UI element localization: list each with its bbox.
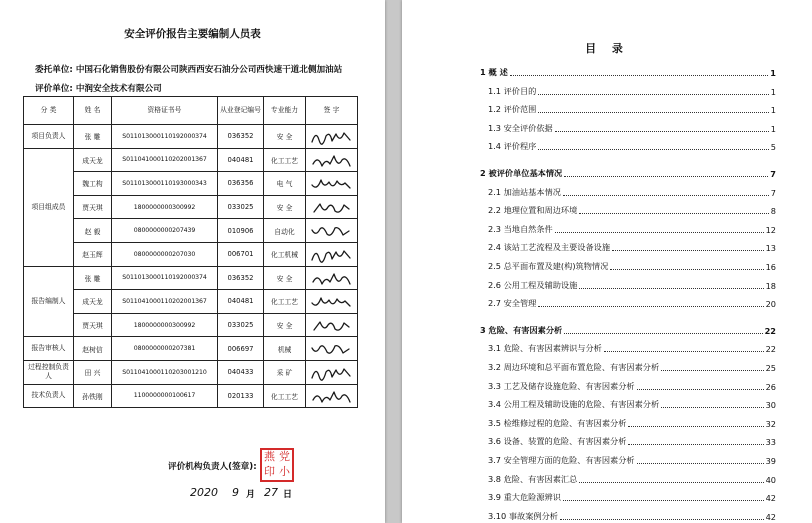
client-value: 中国石化销售股份有限公司陕西西安石油分公司西快速干道北侧加油站	[75, 65, 343, 75]
reg-cell: 036352	[218, 266, 264, 290]
toc-leader-dots	[538, 306, 763, 307]
toc-entry[interactable]	[480, 504, 776, 522]
cert-cell: 1100000000100617	[112, 384, 218, 408]
category-cell: 项目负责人	[24, 125, 74, 149]
toc-entry-text: 3 危险、有害因素分析	[480, 324, 563, 335]
toc-page-number: 33	[765, 437, 776, 448]
toc-leader-dots	[555, 232, 764, 233]
signature-stroke	[314, 204, 349, 212]
name-cell: 成天龙	[74, 148, 112, 172]
table-row	[24, 266, 358, 290]
toc-entry[interactable]	[480, 235, 776, 253]
signature-stroke	[312, 180, 350, 188]
toc-entry-text: 2.1 加油站基本情况	[488, 186, 561, 197]
category-cell: 过程控制负责人	[24, 360, 74, 384]
toc-entry[interactable]	[480, 429, 776, 447]
signature-cell	[306, 360, 358, 384]
toc-page-number: 20	[765, 299, 776, 310]
cert-cell: 0800000000207030	[112, 242, 218, 266]
client-label: 委托单位:	[35, 65, 73, 75]
toc-page-number: 39	[765, 456, 776, 466]
category-cell: 报告编制人	[24, 266, 74, 337]
toc-entry-text: 3.5 检维修过程的危险、有害因素分析	[488, 417, 627, 428]
toc-entry[interactable]	[480, 198, 776, 216]
toc-entry-text: 1.1 评价目的	[488, 85, 537, 96]
toc-leader-dots	[538, 94, 768, 95]
header-category: 分 类	[24, 97, 74, 125]
signature-stroke	[312, 346, 349, 354]
header-name: 姓 名	[74, 97, 112, 125]
header-signature: 签 字	[306, 97, 358, 125]
toc-page-number: 18	[765, 280, 776, 291]
name-cell: 贾天琪	[74, 313, 112, 337]
toc-entry[interactable]	[480, 392, 776, 410]
handwritten-signature	[310, 222, 352, 240]
skill-cell: 电 气	[264, 172, 306, 196]
toc-entry[interactable]	[480, 116, 776, 134]
toc-leader-dots	[604, 351, 764, 352]
toc-page-number: 22	[764, 325, 776, 336]
table-row	[24, 360, 358, 384]
toc-leader-dots	[564, 176, 768, 177]
toc-leader-dots	[637, 389, 764, 390]
table-row	[24, 313, 358, 337]
header-reg: 从业登记编号	[218, 97, 264, 125]
signature-cell	[306, 313, 358, 337]
toc-entry-text: 1.2 评价范围	[488, 104, 537, 115]
handwritten-signature	[310, 293, 352, 311]
responsible-label: 评价机构负责人(签章):	[168, 462, 257, 472]
toc-page-number: 25	[765, 363, 776, 373]
toc-entry-text: 2.4 该站工艺流程及主要设备设施	[488, 242, 611, 253]
table-row	[24, 384, 358, 408]
handwritten-signature	[310, 246, 352, 264]
table-of-contents-page	[402, 0, 812, 523]
toc-leader-dots	[560, 519, 764, 520]
toc-entry[interactable]	[480, 448, 776, 466]
signature-cell	[306, 384, 358, 408]
cert-cell: S011013000110193000343	[112, 172, 218, 196]
skill-cell: 化工机械	[264, 242, 306, 266]
toc-leader-dots	[579, 482, 763, 483]
skill-cell: 自动化	[264, 219, 306, 243]
skill-cell: 采 矿	[264, 360, 306, 384]
toc-entry[interactable]	[480, 411, 776, 429]
toc-entry[interactable]	[480, 291, 776, 309]
reg-cell: 040481	[218, 290, 264, 314]
skill-cell: 安 全	[264, 266, 306, 290]
name-cell: 赵树信	[74, 337, 112, 361]
toc-entry-text: 2 被评价单位基本情况	[480, 168, 563, 178]
name-cell: 张 雕	[74, 266, 112, 290]
toc-leader-dots	[510, 75, 769, 76]
toc-page-number: 1	[770, 105, 776, 116]
name-cell: 赵玉辉	[74, 242, 112, 266]
skill-cell: 安 全	[264, 195, 306, 219]
reg-cell: 006701	[218, 242, 264, 266]
signature-stroke	[314, 322, 349, 330]
reg-cell: 020133	[218, 384, 264, 408]
name-cell: 田 兴	[74, 360, 112, 384]
toc-leader-dots	[628, 444, 763, 445]
toc-page-number: 32	[765, 418, 776, 429]
toc-entry[interactable]	[480, 374, 776, 392]
red-seal-stamp	[260, 448, 294, 482]
toc-page-number: 22	[765, 344, 776, 355]
toc-entry-text: 2.6 公用工程及辅助设施	[488, 279, 578, 290]
cert-cell: 0800000000207439	[112, 219, 218, 243]
toc-page-number: 30	[765, 400, 776, 411]
toc-leader-dots	[538, 149, 768, 150]
signature-cell	[306, 266, 358, 290]
handwritten-signature	[310, 317, 352, 335]
cert-cell: S011041000110202001367	[112, 148, 218, 172]
signature-cell	[306, 195, 358, 219]
signature-cell	[306, 172, 358, 196]
toc-entry[interactable]	[480, 79, 776, 97]
table-row	[24, 148, 358, 172]
toc-entry[interactable]	[480, 97, 776, 115]
skill-cell: 机械	[264, 337, 306, 361]
cert-cell: S011041000110203001210	[112, 360, 218, 384]
toc-page-number: 13	[765, 243, 776, 254]
toc-page-number: 26	[765, 381, 776, 392]
skill-cell: 化工工艺	[264, 148, 306, 172]
toc-entry[interactable]	[480, 254, 776, 272]
date-month-unit: 月	[246, 490, 256, 500]
toc-page-number: 8	[770, 206, 776, 217]
handwritten-signature	[310, 340, 352, 358]
skill-cell: 安 全	[264, 313, 306, 337]
signature-stroke	[313, 392, 350, 402]
category-cell: 技术负责人	[24, 384, 74, 408]
toc-leader-dots	[563, 500, 764, 501]
handwritten-signature	[310, 152, 352, 170]
signature-cell	[306, 242, 358, 266]
toc-leader-dots	[612, 250, 764, 251]
toc-entry[interactable]	[480, 485, 776, 503]
toc-entry-text: 3.9 重大危险源辨识	[488, 492, 561, 503]
cert-cell: S011013000110192000374	[112, 266, 218, 290]
reg-cell: 006697	[218, 337, 264, 361]
table-row	[24, 290, 358, 314]
category-cell: 报告审核人	[24, 337, 74, 361]
toc-leader-dots	[610, 269, 763, 270]
toc-entry-text: 3.1 危险、有害因素辨识与分析	[488, 343, 602, 354]
toc-entry[interactable]	[480, 273, 776, 291]
toc-page-number: 5	[770, 142, 776, 153]
toc-entry[interactable]	[480, 180, 776, 198]
signature-cell	[306, 219, 358, 243]
toc-entry-text: 2.7 安全管理	[488, 298, 537, 309]
toc-leader-dots	[538, 112, 768, 113]
evaluator-line	[35, 82, 162, 94]
toc-page-number: 16	[765, 262, 776, 272]
seal-char: 党	[279, 450, 290, 463]
table-row	[24, 242, 358, 266]
table-row	[24, 125, 358, 149]
seal-char: 燕	[264, 450, 275, 463]
toc-leader-dots	[579, 213, 768, 214]
name-cell: 贾天琪	[74, 195, 112, 219]
handwritten-signature	[310, 175, 352, 193]
signature-stroke	[312, 298, 350, 306]
header-cert: 资格证书号	[112, 97, 218, 125]
name-cell: 成天龙	[74, 290, 112, 314]
toc-title: 目 录	[585, 42, 629, 55]
toc-entry-text: 3.2 周边环境和总平面布置危险、有害因素分析	[488, 362, 660, 372]
date-month: 9	[232, 486, 239, 499]
toc-page-number: 7	[770, 169, 776, 179]
table-row	[24, 219, 358, 243]
category-cell: 项目组成员	[24, 148, 74, 266]
toc-entry-text: 2.5 总平面布置及建(构)筑物情况	[488, 261, 609, 271]
staff-table-body	[24, 125, 358, 408]
name-cell: 孙铁刚	[74, 384, 112, 408]
toc-entry-text: 3.8 危险、有害因素汇总	[488, 473, 578, 484]
name-cell: 魏工构	[74, 172, 112, 196]
cert-cell: S011041000110202001367	[112, 290, 218, 314]
toc-entry-text: 3.4 公用工程及辅助设施的危险、有害因素分析	[488, 399, 660, 410]
evaluator-label: 评价单位:	[35, 84, 73, 94]
reg-cell: 036352	[218, 125, 264, 149]
handwritten-signature	[310, 388, 352, 406]
toc-page-number: 1	[770, 68, 776, 78]
toc-entry[interactable]	[480, 336, 776, 354]
toc-entry[interactable]	[480, 318, 776, 336]
toc-entry[interactable]	[480, 60, 776, 78]
signature-stroke	[312, 228, 349, 236]
cert-cell: S011013000110192000374	[112, 125, 218, 149]
cert-cell: 1800000000300992	[112, 313, 218, 337]
toc-page-number: 42	[765, 511, 776, 522]
seal-char: 小	[279, 465, 290, 478]
toc-entry-text: 3.10 事故案例分析	[488, 510, 558, 521]
signature-stroke	[312, 251, 350, 262]
reg-cell: 010906	[218, 219, 264, 243]
signature-cell	[306, 290, 358, 314]
cert-cell: 0800000000207381	[112, 337, 218, 361]
reg-cell: 036356	[218, 172, 264, 196]
toc-leader-dots	[564, 333, 762, 334]
toc-entry[interactable]	[480, 134, 776, 152]
toc-entry-text: 1.4 评价程序	[488, 141, 537, 152]
signature-date	[190, 484, 300, 504]
handwritten-signature	[310, 128, 352, 146]
client-line	[35, 63, 342, 75]
toc-page-number: 42	[765, 493, 776, 504]
table-row	[24, 337, 358, 361]
skill-cell: 安 全	[264, 125, 306, 149]
toc-leader-dots	[563, 195, 769, 196]
handwritten-signature	[310, 364, 352, 382]
reg-cell: 040433	[218, 360, 264, 384]
signature-stroke	[313, 156, 350, 166]
toc-entry-text: 2.2 地理位置和周边环境	[488, 205, 578, 216]
table-row	[24, 195, 358, 219]
table-row	[24, 172, 358, 196]
signature-cell	[306, 148, 358, 172]
seal-char: 印	[264, 465, 275, 478]
cert-cell: 1800000000300992	[112, 195, 218, 219]
toc-leader-dots	[637, 463, 764, 464]
skill-cell: 化工工艺	[264, 384, 306, 408]
toc-leader-dots	[661, 370, 763, 371]
date-day-unit: 日	[283, 490, 293, 500]
header-skill: 专业能力	[264, 97, 306, 125]
name-cell: 赵 毅	[74, 219, 112, 243]
signature-cell	[306, 337, 358, 361]
page-title: 安全评价报告主要编制人员表	[124, 28, 261, 40]
staff-table-page	[0, 0, 385, 523]
toc-entry-text: 3.6 设备、装置的危险、有害因素分析	[488, 436, 627, 447]
reg-cell: 033025	[218, 195, 264, 219]
toc-entry[interactable]	[480, 467, 776, 485]
toc-entry-text: 3.7 安全管理方面的危险、有害因素分析	[488, 455, 635, 465]
toc-entry[interactable]	[480, 217, 776, 235]
skill-cell: 化工工艺	[264, 290, 306, 314]
reg-cell: 033025	[218, 313, 264, 337]
signature-stroke	[313, 274, 350, 284]
toc-entry[interactable]	[480, 355, 776, 373]
toc-leader-dots	[661, 407, 763, 408]
name-cell: 张 雕	[74, 125, 112, 149]
table-header-row	[24, 97, 358, 125]
toc-entry-text: 3.3 工艺及储存设施危险、有害因素分析	[488, 380, 635, 391]
toc-entry-text: 2.3 当地自然条件	[488, 223, 553, 234]
toc-entry-text: 1.3 安全评价依据	[488, 122, 553, 133]
toc-page-number: 1	[770, 86, 776, 97]
evaluator-value: 中润安全技术有限公司	[75, 84, 162, 94]
toc-page-number: 7	[770, 187, 776, 198]
date-day: 27	[264, 486, 278, 499]
date-year: 2020	[190, 486, 218, 499]
handwritten-signature	[310, 199, 352, 217]
toc-leader-dots	[628, 426, 763, 427]
reg-cell: 040481	[218, 148, 264, 172]
toc-leader-dots	[579, 288, 763, 289]
toc-page-number: 1	[770, 123, 776, 134]
toc-entry-text: 1 概 述	[480, 67, 508, 77]
signature-stroke	[312, 369, 350, 380]
staff-table	[23, 96, 358, 408]
toc-page-number: 12	[765, 224, 776, 235]
toc-entry[interactable]	[480, 161, 776, 179]
signature-stroke	[312, 133, 350, 144]
signature-cell	[306, 125, 358, 149]
toc-page-number: 40	[765, 474, 776, 485]
handwritten-signature	[310, 270, 352, 288]
toc-leader-dots	[555, 131, 769, 132]
